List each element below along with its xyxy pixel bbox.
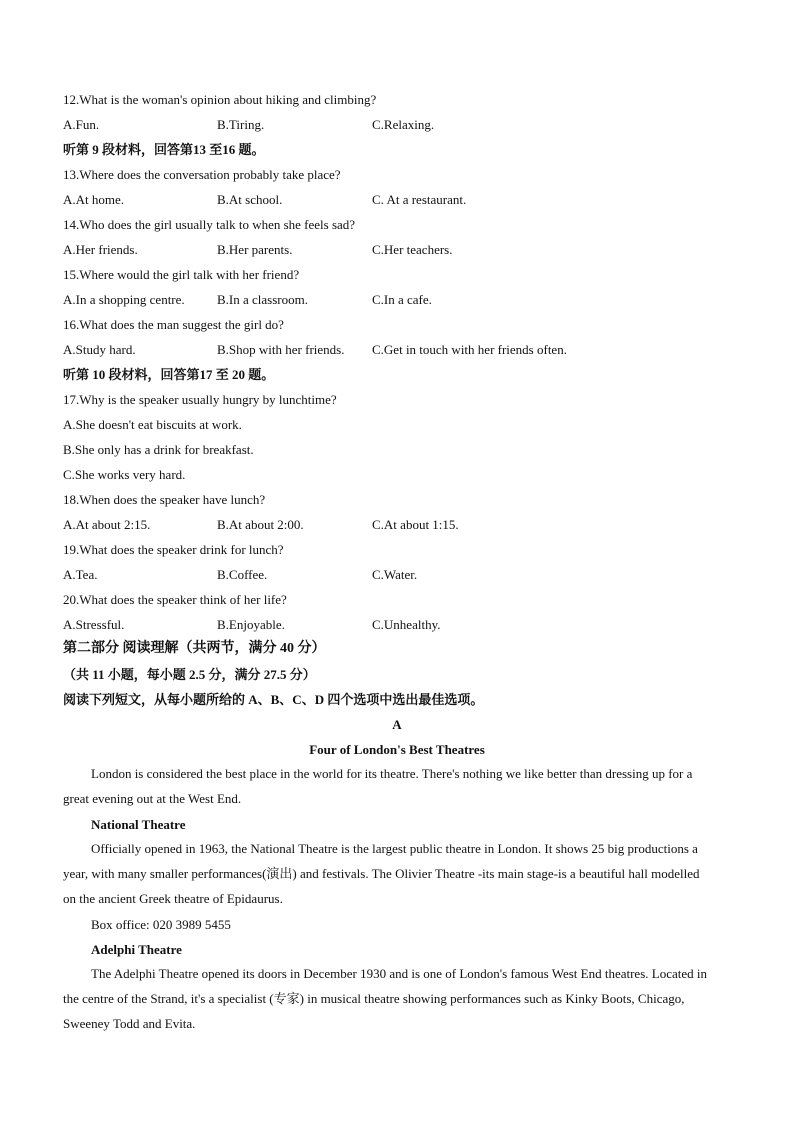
question-19-stem: 19.What does the speaker drink for lunch? — [63, 542, 284, 557]
question-19-option-b: B.Coffee. — [217, 567, 268, 582]
question-15-option-c: C.In a cafe. — [372, 292, 432, 307]
question-17-option-a: A.She doesn't eat biscuits at work. — [63, 417, 242, 432]
national-theatre-heading: National Theatre — [91, 817, 186, 832]
question-19-option-a: A.Tea. — [63, 567, 98, 582]
part-two-instruction: 阅读下列短文，从每小题所给的 A、B、C、D 四个选项中选出最佳选项。 — [63, 692, 484, 707]
question-17-stem: 17.Why is the speaker usually hungry by lunchtime? — [63, 392, 337, 407]
question-18-option-c: C.At about 1:15. — [372, 517, 459, 532]
question-20-option-c: C.Unhealthy. — [372, 617, 441, 632]
question-18-option-a: A.At about 2:15. — [63, 517, 151, 532]
question-17-option-c: C.She works very hard. — [63, 467, 186, 482]
question-20-stem: 20.What does the speaker think of her life? — [63, 592, 287, 607]
question-20-option-a: A.Stressful. — [63, 617, 125, 632]
passage-title: Four of London's Best Theatres — [309, 742, 485, 757]
question-17-option-b: B.She only has a drink for breakfast. — [63, 442, 254, 457]
question-13-stem: 13.Where does the conversation probably take place? — [63, 167, 341, 182]
passage-intro: London is considered the best place in the world for its theatre. There's nothing we like better than dressing up for a great evening out at the West End. — [63, 766, 693, 806]
question-16-option-a: A.Study hard. — [63, 342, 136, 357]
adelphi-theatre-text: The Adelphi Theatre opened its doors in December 1930 and is one of London's famous West End theatres. Located in the centre of the Strand, it's a specialist (专家) in musical theatre showing performances such as Kinky Boots, Chicago, Sweeney Todd and Evita. — [63, 966, 707, 1031]
adelphi-theatre-heading: Adelphi Theatre — [91, 942, 182, 957]
question-13-option-a: A.At home. — [63, 192, 125, 207]
national-theatre-box-office: Box office: 020 3989 5455 — [91, 917, 231, 932]
question-19-option-c: C.Water. — [372, 567, 418, 582]
listening-instruction-9: 听第 9 段材料，回答第13 至16 题。 — [63, 142, 265, 157]
question-16-stem: 16.What does the man suggest the girl do? — [63, 317, 284, 332]
question-12-option-c: C.Relaxing. — [372, 117, 435, 132]
question-18-option-b: B.At about 2:00. — [217, 517, 304, 532]
question-14-option-b: B.Her parents. — [217, 242, 293, 257]
question-12-option-b: B.Tiring. — [217, 117, 265, 132]
question-12-option-a: A.Fun. — [63, 117, 100, 132]
part-two-subtitle: （共 11 小题，每小题 2.5 分，满分 27.5 分） — [63, 667, 316, 682]
question-15-option-a: A.In a shopping centre. — [63, 292, 185, 307]
question-15-stem: 15.Where would the girl talk with her friend? — [63, 267, 300, 282]
listening-instruction-10: 听第 10 段材料，回答第17 至 20 题。 — [63, 367, 275, 382]
part-two-title: 第二部分 阅读理解（共两节，满分 40 分） — [63, 641, 326, 656]
question-14-stem: 14.Who does the girl usually talk to when she feels sad? — [63, 217, 356, 232]
national-theatre-text: Officially opened in 1963, the National Theatre is the largest public theatre in London. It shows 25 big productions a year, with many smaller performances(演出) and festivals. The Olivier Theatre -its main stage-is a beautiful hall modelled on the ancient Greek theatre of Epidaurus. — [63, 841, 700, 906]
question-16-option-b: B.Shop with her friends. — [217, 342, 345, 357]
passage-letter: A — [392, 717, 402, 732]
question-13-option-b: B.At school. — [217, 192, 283, 207]
question-15-option-b: B.In a classroom. — [217, 292, 308, 307]
question-13-option-c: C. At a restaurant. — [372, 192, 467, 207]
question-20-option-b: B.Enjoyable. — [217, 617, 285, 632]
question-16-option-c: C.Get in touch with her friends often. — [372, 342, 567, 357]
question-14-option-a: A.Her friends. — [63, 242, 138, 257]
question-14-option-c: C.Her teachers. — [372, 242, 453, 257]
question-18-stem: 18.When does the speaker have lunch? — [63, 492, 266, 507]
question-12-stem: 12.What is the woman's opinion about hiking and climbing? — [63, 92, 377, 107]
